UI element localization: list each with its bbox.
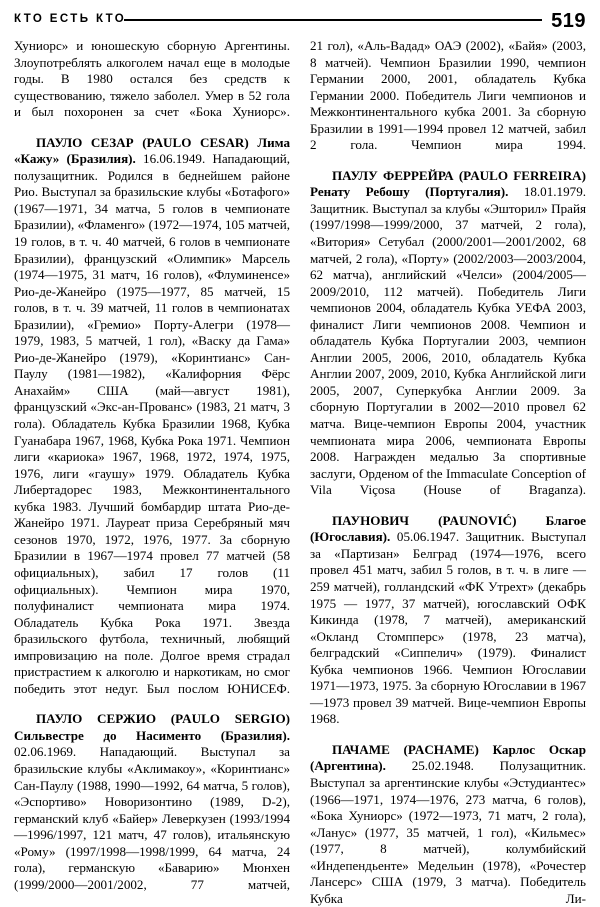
right-column xyxy=(310,38,587,906)
entry-headword: ПАУНОВИЧ (PAUNOVIĆ) Благое (Югославия). xyxy=(310,512,586,545)
entry-headword: ПАУЛУ ФЕРРЕЙРА (PAULO FERREIRA) Ренату Ребошу (Португалия). xyxy=(310,167,586,200)
entry-headword: ПАУЛО СЕРЖИО (PAULO SERGIO) Сильвестре до Насименто (Бразилия). xyxy=(14,711,290,743)
entry-body: 18.01.1979. Защитник. Выступал за клубы «Эшторил» Прайя (1997/1998—1999/2000, 37 матчей, 2 гола), «Витория» Сетубал (2000/2001—2001/2002, 68 матчей, 2 гола), «Порту» (2002/2003—2003/2004, 62 матча), английский «Челси» (2004/2005—2009/2010, 112 матчей). Победитель Лиги чемпионов 2004, обладатель Кубка УЕФА 2003, финалист Лиги чемпионов 2008. Чемпион и обладатель Кубка Португалии 2003, чемпион Англии 2005, 2006, 2010, обладатель Кубка Англии 2007, 2009, 2010, Кубка Английской лиги 2005, 2007, Суперкубка Англии 2009. За сборную Португалии в 2002—2010 провел 62 матча. Вице-чемпион Европы 2004, участник чемпионата мира 2006, чемпионата Европы 2008. Награжден медалью За спортивные заслуги, Орденом of the Immaculate Conception of Vila Viçosa (House of Braganza). xyxy=(310,184,587,498)
entry-paulo-ferreira xyxy=(310,168,586,499)
entry-body: 02.06.1969. Нападающий. Выступал за бразильские клубы «Аклимакоу», «Коринтианс» Сан-Паулу (1988, 1990—1992, 64 матча, 5 голов), «Эспортиво» Новоризонтино (1989, D-2), германский клуб «Байер» Леверкузен (1993/1994—1996/1997, 121 матч, 47 голов), итальянскую «Рому» (1997/1998—1998/1999, 64 матча, 24 гола), германскую «Баварию» Мюнхен (1999/2000—2001/2002, 77 матчей, xyxy=(14,744,290,892)
entry-body: 25.02.1948. Полузащитник. Выступал за аргентинские клубы «Эстудиантес» (1966—1971, 1974—1976, 273 матча, 6 голов), «Бока Хуниорс» (1972—1973, 71 матч, 2 гола), «Ланус» (1977, 35 матчей, 1 гол), «Кильмес» (1977, 8 матчей), колумбийский «Индепендьенте» Медельин (1978), «Рочестер Лансерс» США (1979, 3 матча). Победитель Кубка Ли- xyxy=(310,758,586,906)
running-head xyxy=(14,10,586,32)
running-head-rule xyxy=(124,19,542,21)
continued-paragraph: 21 гол), «Аль-Вадад» ОАЭ (2002), «Байя» (2003, 8 матчей). Чемпион Бразилии 1990, чемпион Германии 2000, 2001, обладатель Кубка Германии 2000. Победитель Лиги чемпионов и Межконтинентального кубка 2001. За сборную Бразилии в 1991—1994 провел 12 матчей, забил 2 гола. Чемпион мира 1994. xyxy=(310,38,586,153)
continued-paragraph: Хуниорс» и юношескую сборную Аргентины. Злоупотреблять алкоголем начал еще в молодые годы. В 1980 остался без средств к существованию, тяжело заболел. Умер в 52 гола и был похоронен за счет «Бока Хуниорс». xyxy=(14,38,290,120)
entry-body: 05.06.1947. Защитник. Выступал за «Партизан» Белград (1974—1976, всего провел 451 матч, забил 5 голов, в т. ч. в лиге — 259 матчей), голландский «ФК Утрехт» (декабрь 1975 — 1977, 37 матчей), югославский ОФК Кикинда (1978, 7 матчей), американский «Окланд Стомпперс» (1978, 23 матча), белградский «Сиппелич» (1979). Финалист Кубка чемпионов 1966. Чемпион Югославии 1971—1973, 1975. За сборную Югославии в 1967—1973 провел 39 матчей. Вице-чемпион Европы 1968. xyxy=(310,529,586,727)
entry-paulo-sergio xyxy=(14,711,290,893)
entry-paunovic xyxy=(310,513,586,728)
entry-headword: ПАУЛО СЕЗАР (PAULO CESAR) Лима «Кажу» (Бразилия). xyxy=(14,134,290,167)
page-number: 519 xyxy=(551,9,586,32)
running-head-title: КТО ЕСТЬ КТО xyxy=(14,13,127,26)
body-columns xyxy=(14,38,587,906)
entry-body: 16.06.1949. Нападающий, полузащитник. Родился в беднейшем районе Рио. Выступал за бразильские клубы «Ботафого» (1967—1971, 34 матча, 5 голов в чемпионате Бразилии), «Фламенго» (1972—1974, 105 матчей, 19 голов, в т. ч. 40 матчей, 6 голов в чемпионате Бразилии), французский «Олимпик» Марсель (1974—1975, 31 матч, 16 голов), «Флуминенсе» Рио-де-Жанейро (1975—1977, 85 матчей, 15 голов, в т. ч. 39 матчей, 11 голов в чемпионатах Бразилии), «Гремио» Порту-Алегри (1978—1979, 1983, 5 матчей, 1 гол), «Васку да Гама» Рио-де-Жанейро (1979), «Коринтианс» Сан-Паулу (1981—1982), «Калифорния Фёрс Анахайм» США (май—август 1981), французский «Экс-ан-Прованс» (1983, 21 матч, 3 гола). Обладатель Кубка Бразилии 1968, Кубка Гуанабара 1967, 1968, Кубка Рока 1971. Чемпион лиги «кариока» 1967, 1968, 1972, 1974, 1975, 1976, лиги «гаушу» 1979. Обладатель Кубка Либертадорес 1983, Межконтинентального кубка 1983. Лучший бомбардир штата Рио-де-Жанейро 1971. Лауреат приза Серебряный мяч сезонов 1970, 1972, 1976, 1977. За сборную Бразилии в 1967—1974 провел 77 матчей (58 официальных), забил 17 голов (11 официальных). Чемпион мира 1970, полуфиналист чемпионата мира 1974. Обладатель Кубка Рока 1971. Звезда бразильского футбола, техничный, любящий импровизацию на поле. Долгое время страдал пристрастием к алкоголю и наркотикам, но смог победить этот недуг. Был послом ЮНИСЕФ. xyxy=(14,151,290,696)
left-column xyxy=(14,38,290,896)
entry-paulo-cesar xyxy=(14,135,290,698)
entry-headword: ПАЧАМЕ (PACHAME) Карлос Оскар (Аргентина). xyxy=(310,741,586,774)
entry-pachame xyxy=(310,742,586,907)
